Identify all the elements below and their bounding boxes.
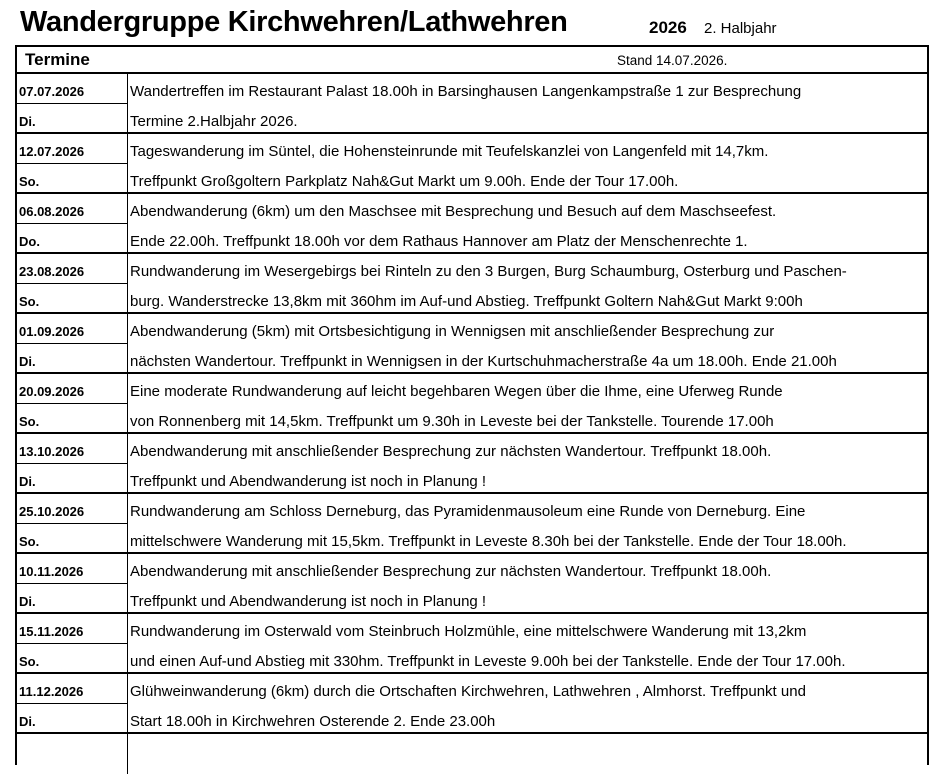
cell-divider: [15, 163, 127, 164]
cell-divider: [15, 223, 127, 224]
entry-weekday: So.: [19, 654, 40, 669]
entry-description-line-2: Treffpunkt Großgoltern Parkplatz Nah&Gut Markt um 9.00h. Ende der Tour 17.00h.: [130, 173, 679, 190]
schedule-rows: [15, 72, 929, 772]
schedule-entry: [15, 552, 929, 612]
date-cell: [15, 494, 128, 552]
entry-description-line-1: Glühweinwanderung (6km) durch die Ortschaften Kirchwehren, Lathwehren , Almhorst. Treffpunkt und: [130, 683, 806, 700]
date-cell: [15, 74, 128, 132]
entry-date: 20.09.2026: [19, 384, 85, 399]
empty-row: [15, 732, 929, 772]
date-cell: [15, 254, 128, 312]
entry-description-line-2: von Ronnenberg mit 14,5km. Treffpunkt um 9.30h in Leveste bei der Tankstelle. Tourende 17.00h: [130, 413, 774, 430]
entry-description-line-1: Eine moderate Rundwanderung auf leicht begehbaren Wegen über die Ihme, eine Uferweg Runde: [130, 383, 783, 400]
entry-weekday: Do.: [19, 234, 40, 249]
page-title: Wandergruppe Kirchwehren/Lathwehren: [20, 6, 568, 38]
schedule-entry: [15, 492, 929, 552]
entry-date: 15.11.2026: [19, 624, 84, 639]
entry-description-line-2: Start 18.00h in Kirchwehren Osterende 2. Ende 23.00h: [130, 713, 496, 730]
cell-divider: [15, 103, 127, 104]
cell-divider: [15, 343, 127, 344]
entry-description-line-2: nächsten Wandertour. Treffpunkt in Wennigsen in der Kurtschuhmacherstraße 4a um 18.00h. Ende 21.00h: [130, 353, 837, 370]
entry-description-line-2: Ende 22.00h. Treffpunkt 18.00h vor dem Rathaus Hannover am Platz der Menschenrechte 1.: [130, 233, 748, 250]
entry-weekday: Di.: [19, 354, 36, 369]
date-cell: [15, 314, 128, 372]
table-label: Termine: [25, 50, 90, 69]
cell-divider: [15, 583, 127, 584]
date-cell: [15, 734, 128, 774]
entry-description-line-2: burg. Wanderstrecke 13,8km mit 360hm im Auf-und Abstieg. Treffpunkt Goltern Nah&Gut Markt 9:00h: [130, 293, 803, 310]
cell-divider: [15, 403, 127, 404]
schedule-entry: [15, 252, 929, 312]
entry-date: 12.07.2026: [19, 144, 85, 159]
entry-description-line-2: Termine 2.Halbjahr 2026.: [130, 113, 298, 130]
entry-date: 13.10.2026: [19, 444, 85, 459]
schedule-entry: [15, 372, 929, 432]
entry-description-line-1: Rundwanderung am Schloss Derneburg, das Pyramidenmausoleum eine Runde von Derneburg. Eine: [130, 503, 806, 520]
entry-description-line-1: Tageswanderung im Süntel, die Hohensteinrunde mit Teufelskanzlei von Langenfeld mit 14,7km.: [130, 143, 769, 160]
date-cell: [15, 194, 128, 252]
entry-description-line-2: Treffpunkt und Abendwanderung ist noch in Planung !: [130, 473, 487, 490]
year-label: 2026: [649, 18, 687, 37]
entry-date: 07.07.2026: [19, 84, 85, 99]
schedule-entry: [15, 612, 929, 672]
entry-weekday: So.: [19, 174, 40, 189]
date-cell: [15, 614, 128, 672]
cell-divider: [15, 643, 127, 644]
date-cell: [15, 554, 128, 612]
cell-divider: [15, 523, 127, 524]
table-header: [15, 45, 929, 72]
entry-weekday: So.: [19, 294, 40, 309]
entry-weekday: So.: [19, 534, 40, 549]
entry-description-line-1: Abendwanderung mit anschließender Besprechung zur nächsten Wandertour. Treffpunkt 18.00h.: [130, 563, 772, 580]
schedule-entry: [15, 312, 929, 372]
schedule-entry: [15, 132, 929, 192]
cell-divider: [15, 463, 127, 464]
entry-weekday: So.: [19, 414, 40, 429]
entry-weekday: Di.: [19, 594, 36, 609]
entry-description-line-1: Abendwanderung mit anschließender Besprechung zur nächsten Wandertour. Treffpunkt 18.00h.: [130, 443, 772, 460]
entry-date: 06.08.2026: [19, 204, 85, 219]
entry-date: 10.11.2026: [19, 564, 84, 579]
schedule-entry: [15, 192, 929, 252]
half-year-label: 2. Halbjahr: [704, 20, 777, 37]
entry-description-line-1: Wandertreffen im Restaurant Palast 18.00h in Barsinghausen Langenkampstraße 1 zur Besprechung: [130, 83, 802, 100]
entry-weekday: Di.: [19, 714, 36, 729]
date-cell: [15, 674, 128, 732]
entry-description-line-1: Abendwanderung (5km) mit Ortsbesichtigung in Wennigsen mit anschließender Besprechung zur: [130, 323, 775, 340]
schedule-entry: [15, 72, 929, 132]
entry-description-line-2: und einen Auf-und Abstieg mit 330hm. Treffpunkt in Leveste 9.00h bei der Tankstelle. Ende der Tour 17.00h.: [130, 653, 846, 670]
schedule-entry: [15, 672, 929, 732]
entry-description-line-1: Rundwanderung im Osterwald vom Steinbruch Holzmühle, eine mittelschwere Wanderung mit 13,2km: [130, 623, 807, 640]
entry-date: 11.12.2026: [19, 684, 84, 699]
date-cell: [15, 374, 128, 432]
cell-divider: [15, 283, 127, 284]
entry-description-line-2: mittelschwere Wanderung mit 15,5km. Treffpunkt in Leveste 8.30h bei der Tankstelle. Ende der Tour 18.00h.: [130, 533, 847, 550]
entry-date: 25.10.2026: [19, 504, 85, 519]
entry-weekday: Di.: [19, 474, 36, 489]
entry-weekday: Di.: [19, 114, 36, 129]
entry-date: 23.08.2026: [19, 264, 85, 279]
schedule-entry: [15, 432, 929, 492]
date-cell: [15, 434, 128, 492]
entry-date: 01.09.2026: [19, 324, 85, 339]
stand-date: Stand 14.07.2026.: [617, 53, 728, 68]
entry-description-line-2: Treffpunkt und Abendwanderung ist noch in Planung !: [130, 593, 487, 610]
cell-divider: [15, 703, 127, 704]
entry-description-line-1: Abendwanderung (6km) um den Maschsee mit Besprechung und Besuch auf dem Maschseefest.: [130, 203, 777, 220]
entry-description-line-1: Rundwanderung im Wesergebirgs bei Rinteln zu den 3 Burgen, Burg Schaumburg, Osterburg und Paschen-: [130, 263, 847, 280]
date-cell: [15, 134, 128, 192]
